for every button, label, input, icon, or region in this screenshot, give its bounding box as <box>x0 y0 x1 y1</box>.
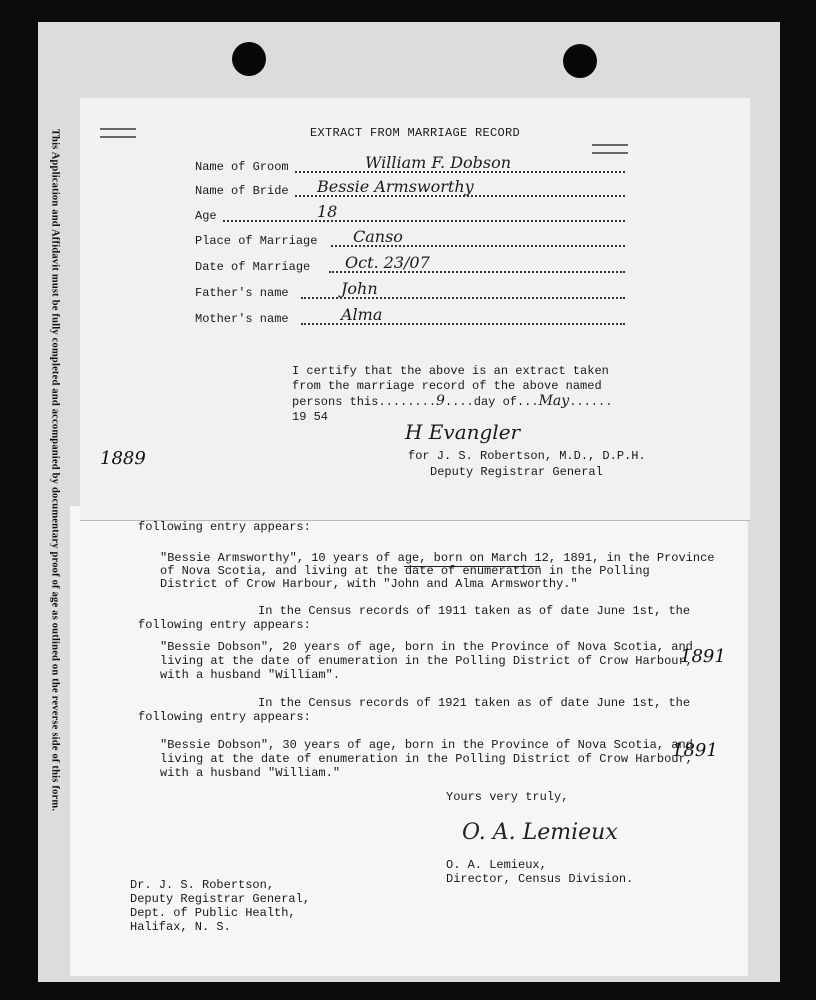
deputy-signature: H Evangler <box>405 420 521 444</box>
signer-name: O. A. Lemieux, <box>446 858 547 872</box>
punch-hole-right <box>563 44 597 78</box>
staple-mark-right <box>592 144 628 154</box>
p2-body-line3: with a husband "William". <box>160 668 341 682</box>
field-value-date: Oct. 23/07 <box>345 253 430 272</box>
punch-hole-left <box>232 42 266 76</box>
p2-body-line1: "Bessie Dobson", 20 years of age, born in the Province of Nova Scotia, and <box>160 640 693 654</box>
certification-line1: I certify that the above is an extract taken <box>292 364 609 378</box>
field-value-father: John <box>341 279 378 298</box>
closing-line: Yours very truly, <box>446 790 569 804</box>
certification-persons-this: persons this <box>292 395 379 409</box>
field-value-groom: William F. Dobson <box>365 153 512 172</box>
signer-title: Director, Census Division. <box>446 872 634 886</box>
addressee-line4: Halifax, N. S. <box>130 920 231 934</box>
field-label-place: Place of Marriage <box>195 234 318 248</box>
p3-intro-line2: following entry appears: <box>138 710 311 724</box>
certification-line3 <box>292 394 612 410</box>
certification-text <box>292 364 612 425</box>
certification-dots-a: ........ <box>378 395 437 409</box>
certification-dots-d: ...... <box>569 395 613 409</box>
certification-day: 9 <box>436 393 445 409</box>
certification-dots-c: ... <box>516 395 539 409</box>
field-row-bride <box>195 177 625 200</box>
addressee-line2: Deputy Registrar General, <box>130 892 311 906</box>
field-row-mother <box>195 305 625 328</box>
field-label-father: Father's name <box>195 286 289 300</box>
field-row-date <box>195 253 625 276</box>
field-label-age: Age <box>195 209 217 223</box>
margin-note-1911-year: 1891 <box>680 646 726 667</box>
p3-intro-line1: In the Census records of 1921 taken as of date June 1st, the <box>258 696 691 710</box>
p3-body-line3: with a husband "William." <box>160 766 341 780</box>
p2-intro-line1: In the Census records of 1911 taken as of date June 1st, the <box>258 604 691 618</box>
for-robertson-line: for J. S. Robertson, M.D., D.P.H. <box>408 449 646 463</box>
certification-signature-block <box>408 448 646 480</box>
addressee-line3: Dept. of Public Health, <box>130 906 296 920</box>
field-value-mother: Alma <box>341 305 383 324</box>
field-dots-age <box>223 220 625 222</box>
extract-title: EXTRACT FROM MARRIAGE RECORD <box>309 126 521 140</box>
addressee-line1: Dr. J. S. Robertson, <box>130 878 275 892</box>
certification-dots-b: .... <box>444 395 474 409</box>
p2-intro-line2: following entry appears: <box>138 618 311 632</box>
field-value-age: 18 <box>317 202 338 221</box>
p1-intro-line2: following entry appears: <box>138 520 311 534</box>
certification-day-of: day of <box>473 395 517 409</box>
director-signature: O. A. Lemieux <box>462 820 618 845</box>
field-value-bride: Bessie Armsworthy <box>317 177 474 196</box>
certification-line2: from the marriage record of the above named <box>292 379 602 393</box>
field-row-groom <box>195 153 625 176</box>
p1-body-line3: District of Crow Harbour, with "John and Alma Armsworthy." <box>160 577 578 591</box>
field-row-age <box>195 202 625 225</box>
field-label-bride: Name of Bride <box>195 184 289 198</box>
field-label-groom: Name of Groom <box>195 160 289 174</box>
p3-body-line1: "Bessie Dobson", 30 years of age, born in the Province of Nova Scotia, and <box>160 738 693 752</box>
marriage-record-extract <box>80 98 750 520</box>
margin-note-birth-year: 1889 <box>100 448 146 469</box>
p2-body-line2: living at the date of enumeration in the Polling District of Crow Harbour, <box>160 654 693 668</box>
field-label-mother: Mother's name <box>195 312 289 326</box>
certification-year: 19 54 <box>292 410 329 424</box>
field-value-place: Canso <box>353 227 403 246</box>
p3-body-line2: living at the date of enumeration in the Polling District of Crow Harbour, <box>160 752 693 766</box>
side-instruction-text: This Application and Affidavit must be fully completed and accompanied by documentary proof of age as outlined on the reverse side of this form. <box>49 128 61 812</box>
field-row-place <box>195 227 625 250</box>
p1-body-line2: of Nova Scotia, and living at the date of enumeration in the Polling <box>160 564 650 578</box>
field-label-date: Date of Marriage <box>195 260 311 274</box>
field-row-father <box>195 279 625 302</box>
margin-note-1921-year: 1891 <box>672 740 718 761</box>
p1-body-line1: "Bessie Armsworthy", 10 years of age, born on March 12, 1891, in the Province <box>160 551 715 565</box>
certification-month: May <box>538 393 570 409</box>
deputy-registrar-title: Deputy Registrar General <box>430 465 603 479</box>
